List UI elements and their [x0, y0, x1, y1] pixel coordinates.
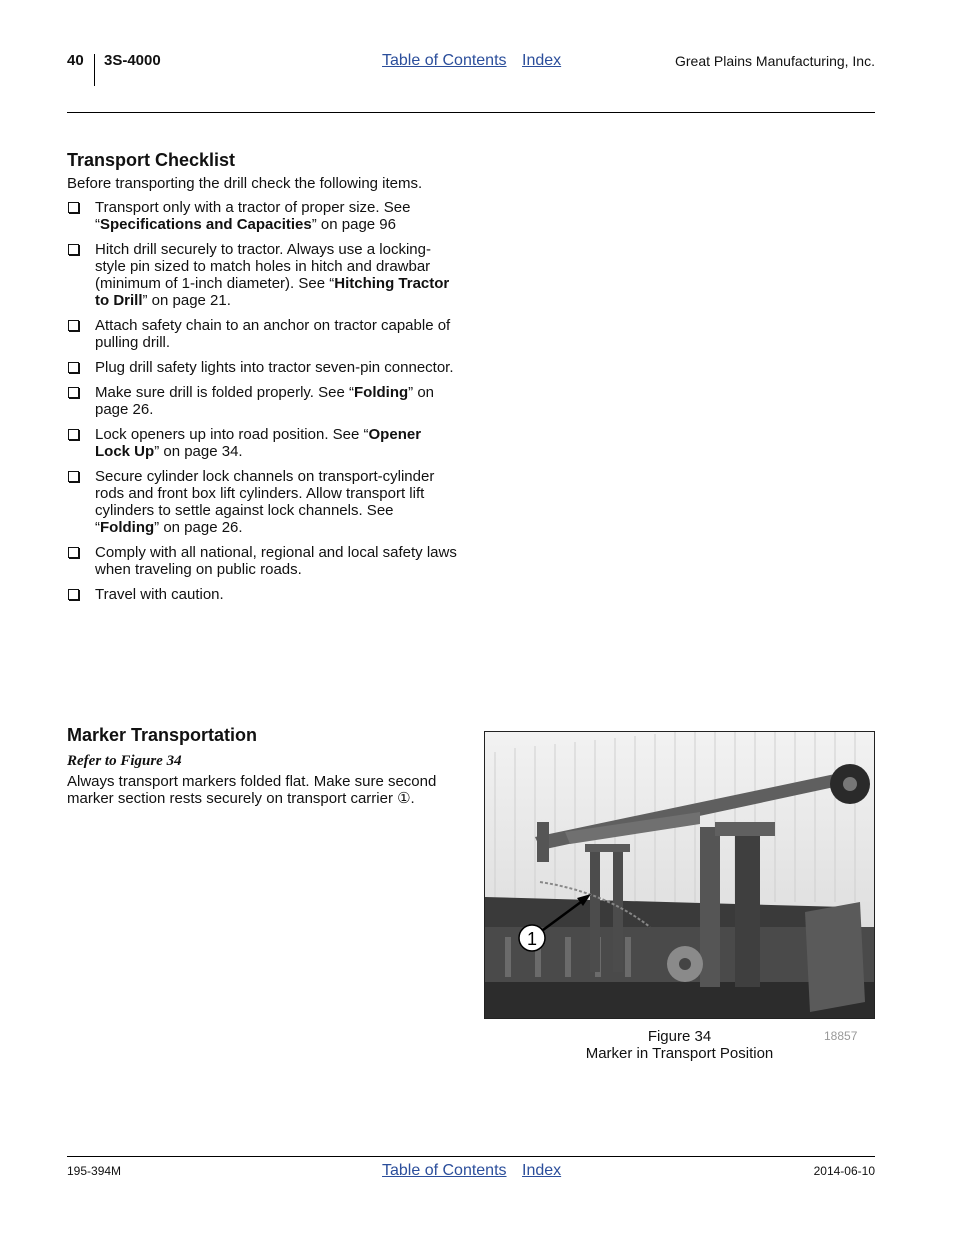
- checkbox-icon: [68, 471, 79, 482]
- figure-photo: [484, 731, 875, 1019]
- checklist-item-text-end: ” on page 26.: [95, 384, 435, 418]
- checkbox-icon: [68, 202, 79, 213]
- checklist-item: [67, 359, 457, 376]
- checklist-item: [67, 241, 457, 309]
- checklist-item-text-end: ” on page 21.: [142, 292, 231, 309]
- checkbox-icon: [68, 362, 79, 373]
- footer-index-link[interactable]: Index: [522, 1162, 562, 1179]
- checklist-item: [67, 468, 457, 536]
- checklist-item: [67, 199, 457, 233]
- figure-number: Figure 34: [647, 1028, 712, 1045]
- footer-rule: [67, 1156, 875, 1157]
- checklist-item-text: Attach safety chain to an anchor on tractor capable of pulling drill.: [95, 317, 451, 351]
- checklist-item-text: Transport only with a tractor of proper size. See “: [95, 199, 411, 233]
- figure-image-id: 18857: [824, 1029, 858, 1043]
- checklist-item-text: Lock openers up into road position. See “: [95, 426, 369, 443]
- transport-intro: Before transporting the drill check the following items.: [67, 175, 423, 192]
- header-rule: [67, 112, 875, 113]
- figure-caption: Marker in Transport Position: [585, 1045, 774, 1062]
- checkbox-icon: [68, 589, 79, 600]
- checklist-item-text: Hitch drill securely to tractor. Always use a locking-style pin sized to match holes in hitch and drawbar (minimum of 1-inch diameter). See “: [95, 241, 431, 292]
- checklist-item-text: Plug drill safety lights into tractor seven-pin connector.: [95, 359, 454, 376]
- checklist-item: [67, 586, 457, 603]
- checkbox-icon: [68, 320, 79, 331]
- page-number: 40: [67, 52, 84, 69]
- model-name: 3S-4000: [104, 52, 161, 69]
- checklist-item-text-end: ” on page 34.: [154, 443, 243, 460]
- checklist-item-reference: Specifications and Capacities: [100, 216, 312, 233]
- checklist-item: [67, 384, 457, 418]
- figure-reference: Refer to Figure 34: [67, 753, 182, 769]
- checklist-item-text: Travel with caution.: [95, 586, 224, 603]
- callout-number: 1: [526, 929, 538, 949]
- checklist-item-text: Secure cylinder lock channels on transport-cylinder rods and front box lift cylinders. Allow transport lift cylinders to settle against lock channels. See “: [95, 468, 435, 536]
- checklist-item-text-end: ” on page 26.: [154, 519, 243, 536]
- checklist-item-text: Comply with all national, regional and local safety laws when traveling on public roads.: [95, 544, 457, 578]
- checkbox-icon: [68, 429, 79, 440]
- transport-checklist: [67, 199, 457, 611]
- checklist-item-text-end: ” on page 96: [311, 216, 396, 233]
- header-divider: [94, 54, 95, 86]
- publication-date: 2014-06-10: [813, 1164, 875, 1178]
- checklist-item: [67, 544, 457, 578]
- header-toc-link[interactable]: Table of Contents: [382, 52, 507, 69]
- document-number: 195-394M: [67, 1164, 122, 1178]
- footer-toc-link[interactable]: Table of Contents: [382, 1162, 507, 1179]
- company-name: Great Plains Manufacturing, Inc.: [675, 53, 875, 69]
- checklist-item-reference: Folding: [354, 384, 409, 401]
- checklist-item: [67, 426, 457, 460]
- checklist-item-reference: Folding: [100, 519, 155, 536]
- checklist-item: [67, 317, 457, 351]
- header-index-link[interactable]: Index: [522, 52, 562, 69]
- checklist-item-reference: Opener Lock Up: [95, 426, 422, 460]
- transport-checklist-heading: Transport Checklist: [67, 150, 236, 170]
- checkbox-icon: [68, 387, 79, 398]
- marker-instructions: Always transport markers folded flat. Make sure second marker section rests securely on transport carrier ①.: [67, 773, 437, 807]
- checklist-item-reference: Hitching Tractor to Drill: [95, 275, 450, 309]
- checkbox-icon: [68, 244, 79, 255]
- marker-transportation-heading: Marker Transportation: [67, 725, 258, 745]
- checklist-item-text: Make sure drill is folded properly. See “: [95, 384, 354, 401]
- checkbox-icon: [68, 547, 79, 558]
